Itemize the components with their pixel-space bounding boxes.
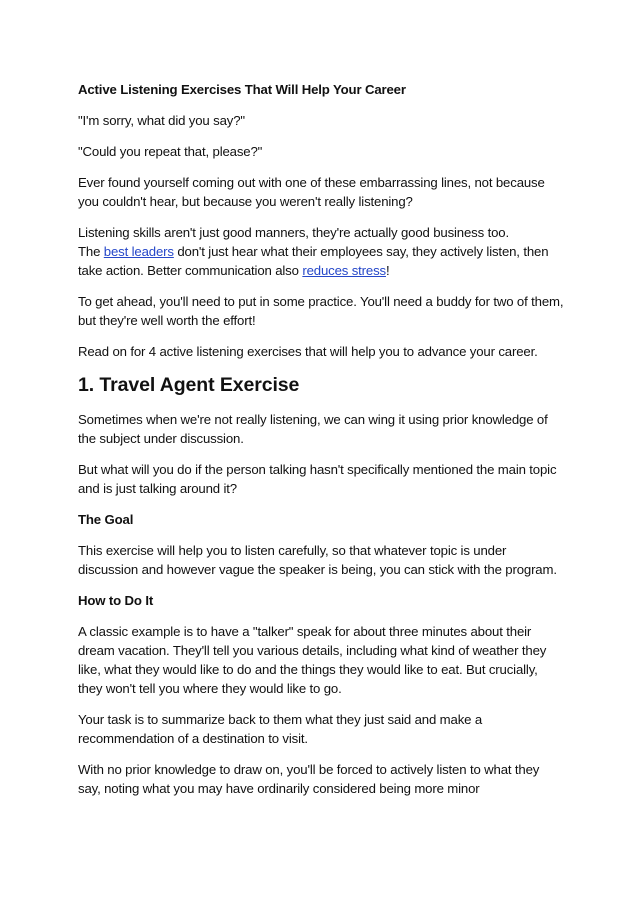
- section-heading-travel-agent: 1. Travel Agent Exercise: [78, 374, 300, 396]
- leaders-the: The: [78, 244, 104, 259]
- section-paragraph-2: But what will you do if the person talking hasn't specifically mentioned the main topic and is just talking around it?: [78, 462, 557, 496]
- leaders-middle: don't just hear what their employees say, they actively listen, then take action. Better communication also: [78, 244, 549, 278]
- howto-paragraph-1: A classic example is to have a "talker" speak for about three minutes about their dream vacation. They'll tell you various details, including what kind of weather they like, what they would like to do and the things they would like to eat. But crucially, they won't tell you where they would like to go.: [78, 624, 547, 696]
- howto-paragraph-3: With no prior knowledge to draw on, you'll be forced to actively listen to what they say, noting what you may have ordinarily considered being more minor: [78, 762, 540, 796]
- goal-paragraph: This exercise will help you to listen carefully, so that whatever topic is under discussion and however vague the speaker is being, you can stick with the program.: [78, 543, 557, 577]
- read-on-paragraph: Read on for 4 active listening exercises that will help you to advance your career.: [78, 344, 538, 359]
- quote-repeat: "Could you repeat that, please?": [78, 144, 263, 159]
- reduces-stress-link[interactable]: reduces stress: [302, 263, 386, 278]
- best-leaders-link[interactable]: best leaders: [103, 244, 174, 259]
- quote-sorry: "I'm sorry, what did you say?": [78, 113, 245, 128]
- leaders-line1: Listening skills aren't just good manners, they're actually good business too.: [78, 225, 509, 240]
- howto-heading: How to Do It: [78, 593, 154, 608]
- howto-paragraph-2: Your task is to summarize back to them what they just said and make a recommendation of a destination to visit.: [78, 712, 483, 746]
- leaders-end: !: [385, 263, 390, 278]
- leaders-paragraph: [78, 223, 564, 280]
- document-page: [78, 80, 564, 810]
- goal-heading: The Goal: [78, 512, 134, 527]
- practice-paragraph: To get ahead, you'll need to put in some practice. You'll need a buddy for two of them, but they're well worth the effort!: [78, 294, 564, 328]
- intro-paragraph: Ever found yourself coming out with one of these embarrassing lines, not because you couldn't hear, but because you weren't really listening?: [78, 175, 545, 209]
- section-paragraph-1: Sometimes when we're not really listening, we can wing it using prior knowledge of the subject under discussion.: [78, 412, 548, 446]
- document-title: Active Listening Exercises That Will Help Your Career: [78, 82, 406, 97]
